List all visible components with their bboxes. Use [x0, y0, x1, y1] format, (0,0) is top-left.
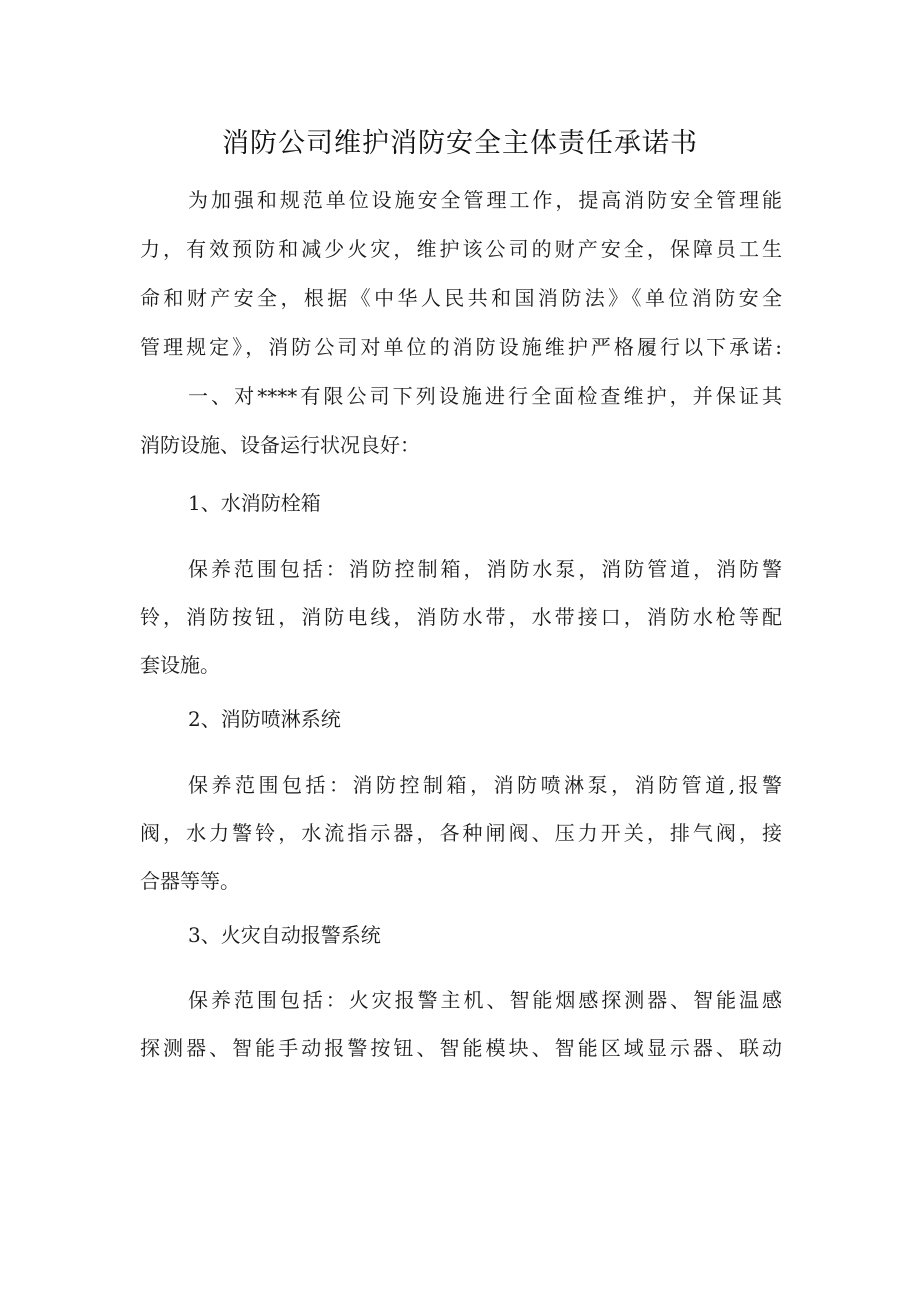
paragraph-line: 套设施。	[140, 653, 220, 677]
section-heading: 1、水消防栓箱	[188, 491, 321, 515]
paragraph-line: 保养范围包括：消防控制箱，消防喷淋泵，消防管道,报警	[188, 773, 782, 797]
paragraph-line: 一、对****有限公司下列设施进行全面检查维护，并保证其	[188, 384, 782, 408]
section-heading: 3、火灾自动报警系统	[188, 923, 381, 947]
document-title: 消防公司维护消防安全主体责任承诺书	[222, 128, 698, 159]
section-heading: 2、消防喷淋系统	[188, 707, 341, 731]
paragraph-line: 消防设施、设备运行状况良好：	[140, 433, 420, 457]
paragraph-line: 力，有效预防和减少火灾，维护该公司的财产安全，保障员工生	[140, 237, 782, 261]
paragraph-line: 管理规定》，消防公司对单位的消防设施维护严格履行以下承诺:	[140, 335, 782, 359]
paragraph-line: 为加强和规范单位设施安全管理工作，提高消防安全管理能	[188, 188, 782, 212]
paragraph-line: 铃，消防按钮，消防电线，消防水带，水带接口，消防水枪等配	[140, 605, 782, 629]
paragraph-line: 探测器、智能手动报警按钮、智能模块、智能区域显示器、联动	[140, 1036, 782, 1060]
paragraph-line: 保养范围包括：火灾报警主机、智能烟感探测器、智能温感	[188, 988, 782, 1012]
paragraph-line: 命和财产安全，根据《中华人民共和国消防法》《单位消防安全	[140, 286, 782, 310]
paragraph-line: 阀，水力警铃，水流指示器，各种闸阀、压力开关，排气阀，接	[140, 821, 782, 845]
paragraph-line: 合器等等。	[140, 869, 240, 893]
paragraph-line: 保养范围包括：消防控制箱，消防水泵，消防管道，消防警	[188, 557, 782, 581]
